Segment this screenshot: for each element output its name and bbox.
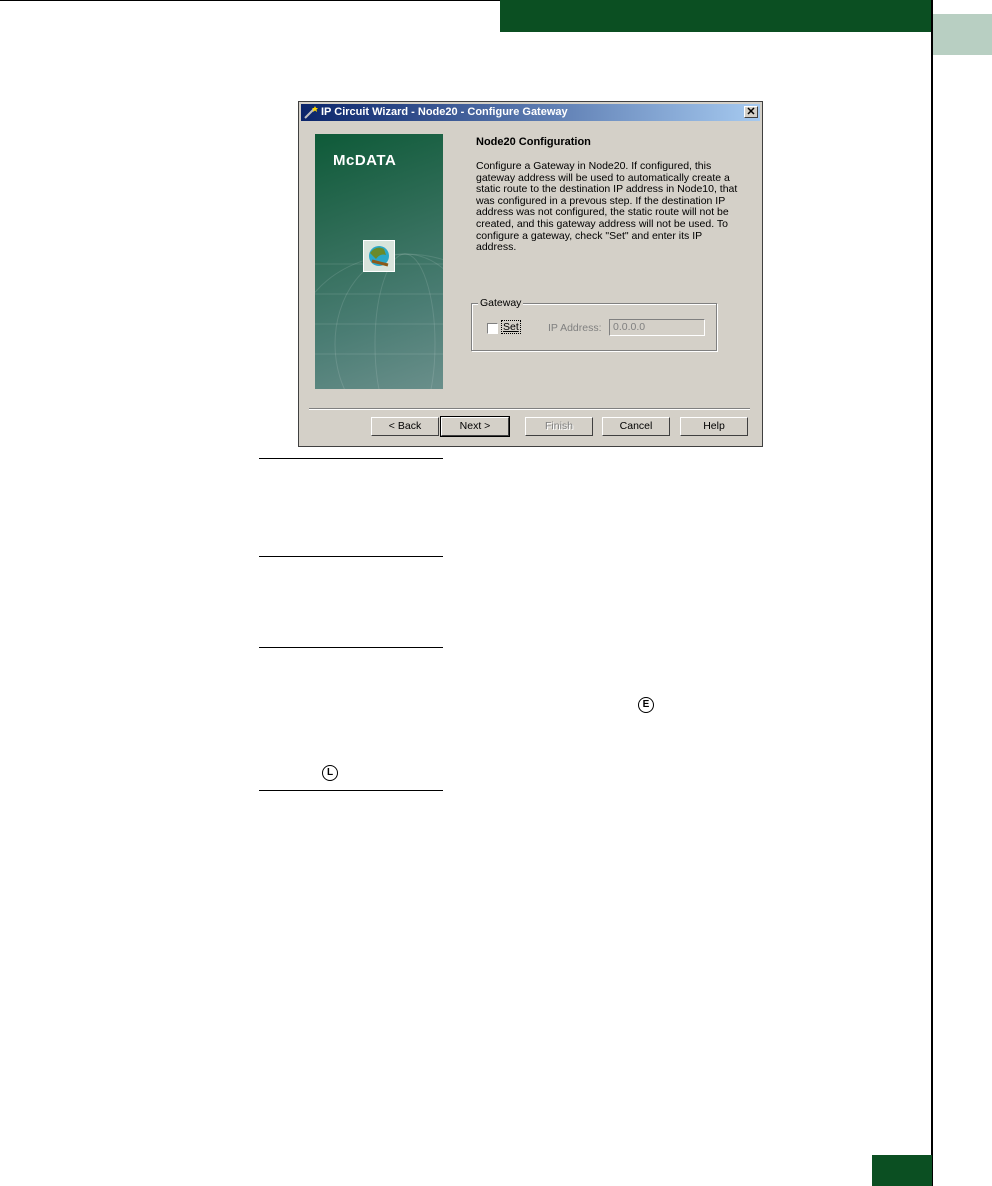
margin-rule-1	[259, 458, 443, 459]
margin-rule-3	[259, 647, 443, 648]
ip-address-input[interactable]: 0.0.0.0	[609, 319, 705, 336]
cancel-button[interactable]: Cancel	[602, 417, 670, 436]
e-port-icon: E	[638, 697, 654, 713]
globe-connection-icon	[363, 240, 395, 272]
back-button[interactable]: < Back	[371, 417, 439, 436]
next-button[interactable]: Next >	[441, 417, 509, 436]
close-button[interactable]: ✕	[744, 106, 758, 118]
set-checkbox[interactable]	[487, 323, 498, 334]
step-description: Configure a Gateway in Node20. If configured, this gateway address will be used to automatically create a static route to the destination IP address in Node10, that was configured in a prevous step. If the destination IP address was not configured, the static route will not be created, and this gateway address will not be used. To configure a gateway, check "Set" and enter its IP address.	[476, 160, 738, 254]
brand-logo: McDATA	[333, 152, 397, 169]
wizard-dialog	[298, 101, 763, 447]
title-bar[interactable]	[301, 104, 760, 121]
button-separator	[309, 408, 750, 410]
margin-rule-4	[259, 790, 443, 791]
ip-address-label: IP Address:	[548, 322, 602, 334]
header-bar	[500, 0, 932, 32]
wizard-banner	[315, 134, 443, 389]
set-label[interactable]: Set	[503, 321, 519, 333]
finish-button[interactable]: Finish	[525, 417, 593, 436]
gateway-legend: Gateway	[480, 297, 522, 309]
help-button[interactable]: Help	[680, 417, 748, 436]
chapter-tab	[933, 14, 992, 55]
wizard-wand-icon	[303, 105, 319, 120]
gateway-group	[471, 297, 717, 351]
top-rule	[0, 0, 500, 1]
right-margin-rule	[931, 0, 933, 1186]
step-heading: Node20 Configuration	[476, 136, 591, 148]
l-port-icon: L	[322, 765, 338, 781]
margin-rule-2	[259, 556, 443, 557]
dialog-title: IP Circuit Wizard - Node20 - Configure Gateway	[321, 106, 568, 118]
page-number-tab	[872, 1155, 932, 1186]
